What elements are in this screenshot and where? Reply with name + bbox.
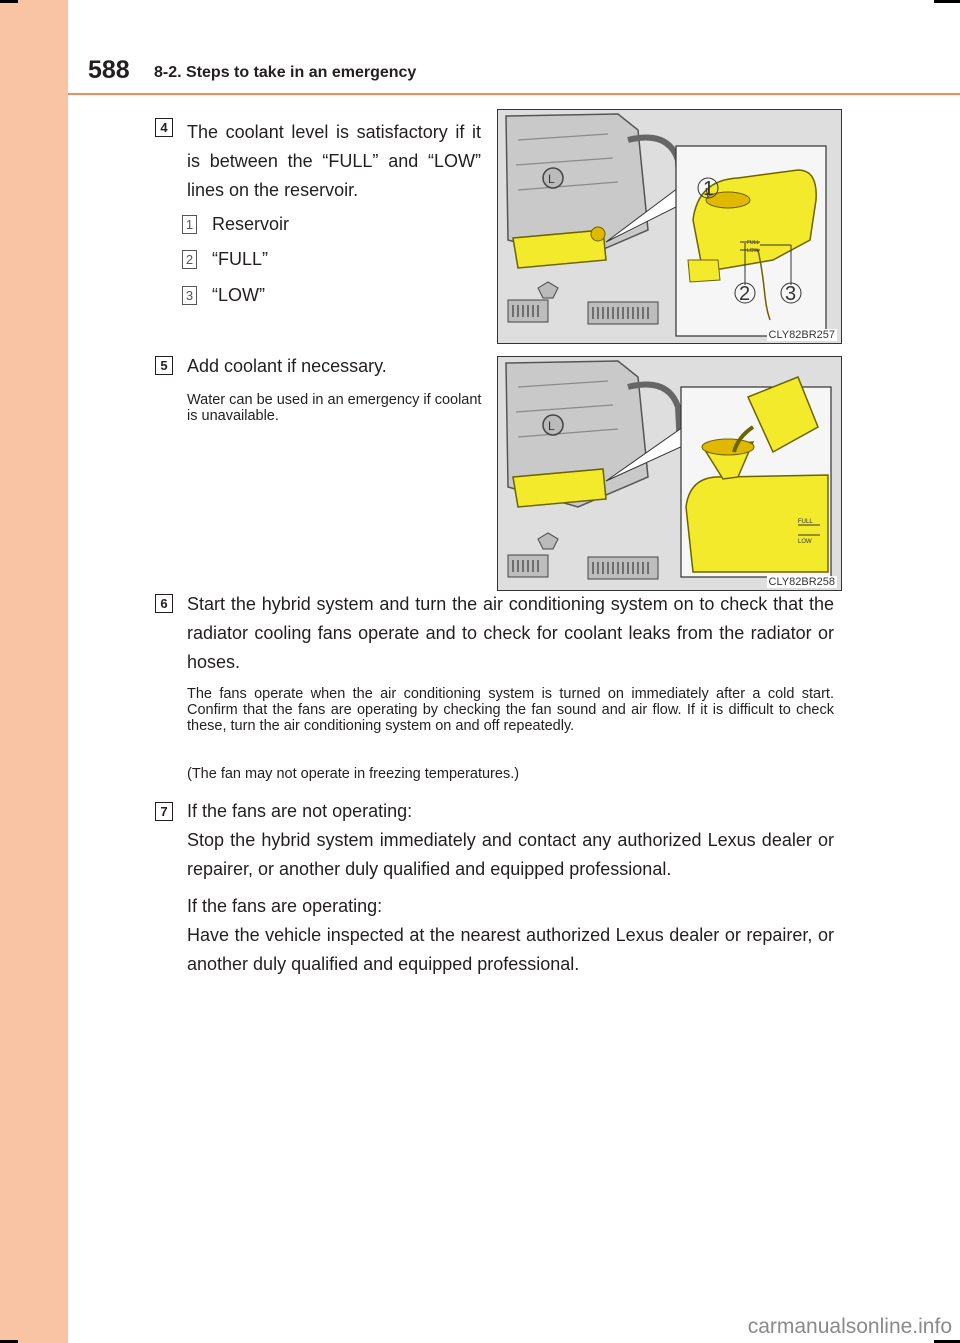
step-number-badge: 6	[155, 594, 173, 613]
crop-mark	[934, 0, 960, 3]
case-text: Have the vehicle inspected at the nearest authorized Lexus dealer or repairer, or another duly qualified and equipped professional.	[187, 925, 834, 974]
item-number: 3	[182, 286, 197, 305]
case-title: If the fans are not operating:	[187, 801, 413, 821]
step-text: Start the hybrid system and turn the air conditioning system on to check that the radiator cooling fans operate and to check for coolant leaks from the radiator or hoses.	[187, 594, 834, 672]
step-note: The fans operate when the air conditioning system is turned on immediately after a cold start. Confirm that the fans are operating by checking the fan sound and air flow. If it is difficult to check these, turn the air conditioning system on and off repeatedly.	[187, 686, 834, 734]
section-title: 8-2. Steps to take in an emergency	[154, 64, 417, 81]
step-text: The coolant level is satisfactory if it is between the “FULL” and “LOW” lines on the reservoir.	[187, 122, 481, 200]
svg-text:L: L	[548, 419, 555, 433]
step-number-badge: 5	[155, 356, 173, 375]
figure-id: CLY82BR258	[768, 576, 835, 588]
crop-mark	[0, 0, 18, 3]
svg-text:L: L	[548, 172, 555, 186]
callout-2: 2	[739, 283, 751, 305]
low-mark-tag: LOW	[747, 248, 759, 254]
step-note: Water can be used in an emergency if coolant is unavailable.	[187, 392, 482, 424]
watermark: carmanualsonline.info	[747, 1315, 952, 1338]
item-label: Reservoir	[212, 214, 290, 234]
figure-id: CLY82BR257	[768, 329, 835, 341]
full-mark-tag: FULL	[798, 519, 813, 525]
low-mark-tag: LOW	[798, 539, 812, 545]
item-label: “LOW”	[212, 285, 265, 305]
page-side-tab	[0, 0, 68, 1343]
step-text: Add coolant if necessary.	[187, 356, 387, 376]
header-rule	[68, 93, 960, 95]
step-number-badge: 7	[155, 802, 173, 821]
step-number-badge: 4	[155, 118, 173, 137]
callout-1: 1	[703, 178, 715, 200]
callout-3: 3	[785, 283, 797, 305]
item-label: “FULL”	[212, 249, 269, 269]
add-coolant-illustration	[497, 356, 842, 591]
page-number: 588	[88, 56, 130, 84]
step-note-2: (The fan may not operate in freezing temperatures.)	[187, 766, 520, 782]
full-mark-tag: FULL	[747, 240, 760, 246]
case-text: Stop the hybrid system immediately and contact any authorized Lexus dealer or repairer, or another duly qualified and equipped professional.	[187, 830, 834, 879]
case-title: If the fans are operating:	[187, 896, 383, 916]
coolant-reservoir-illustration	[497, 109, 842, 344]
item-number: 2	[182, 250, 197, 269]
item-number: 1	[182, 215, 197, 234]
